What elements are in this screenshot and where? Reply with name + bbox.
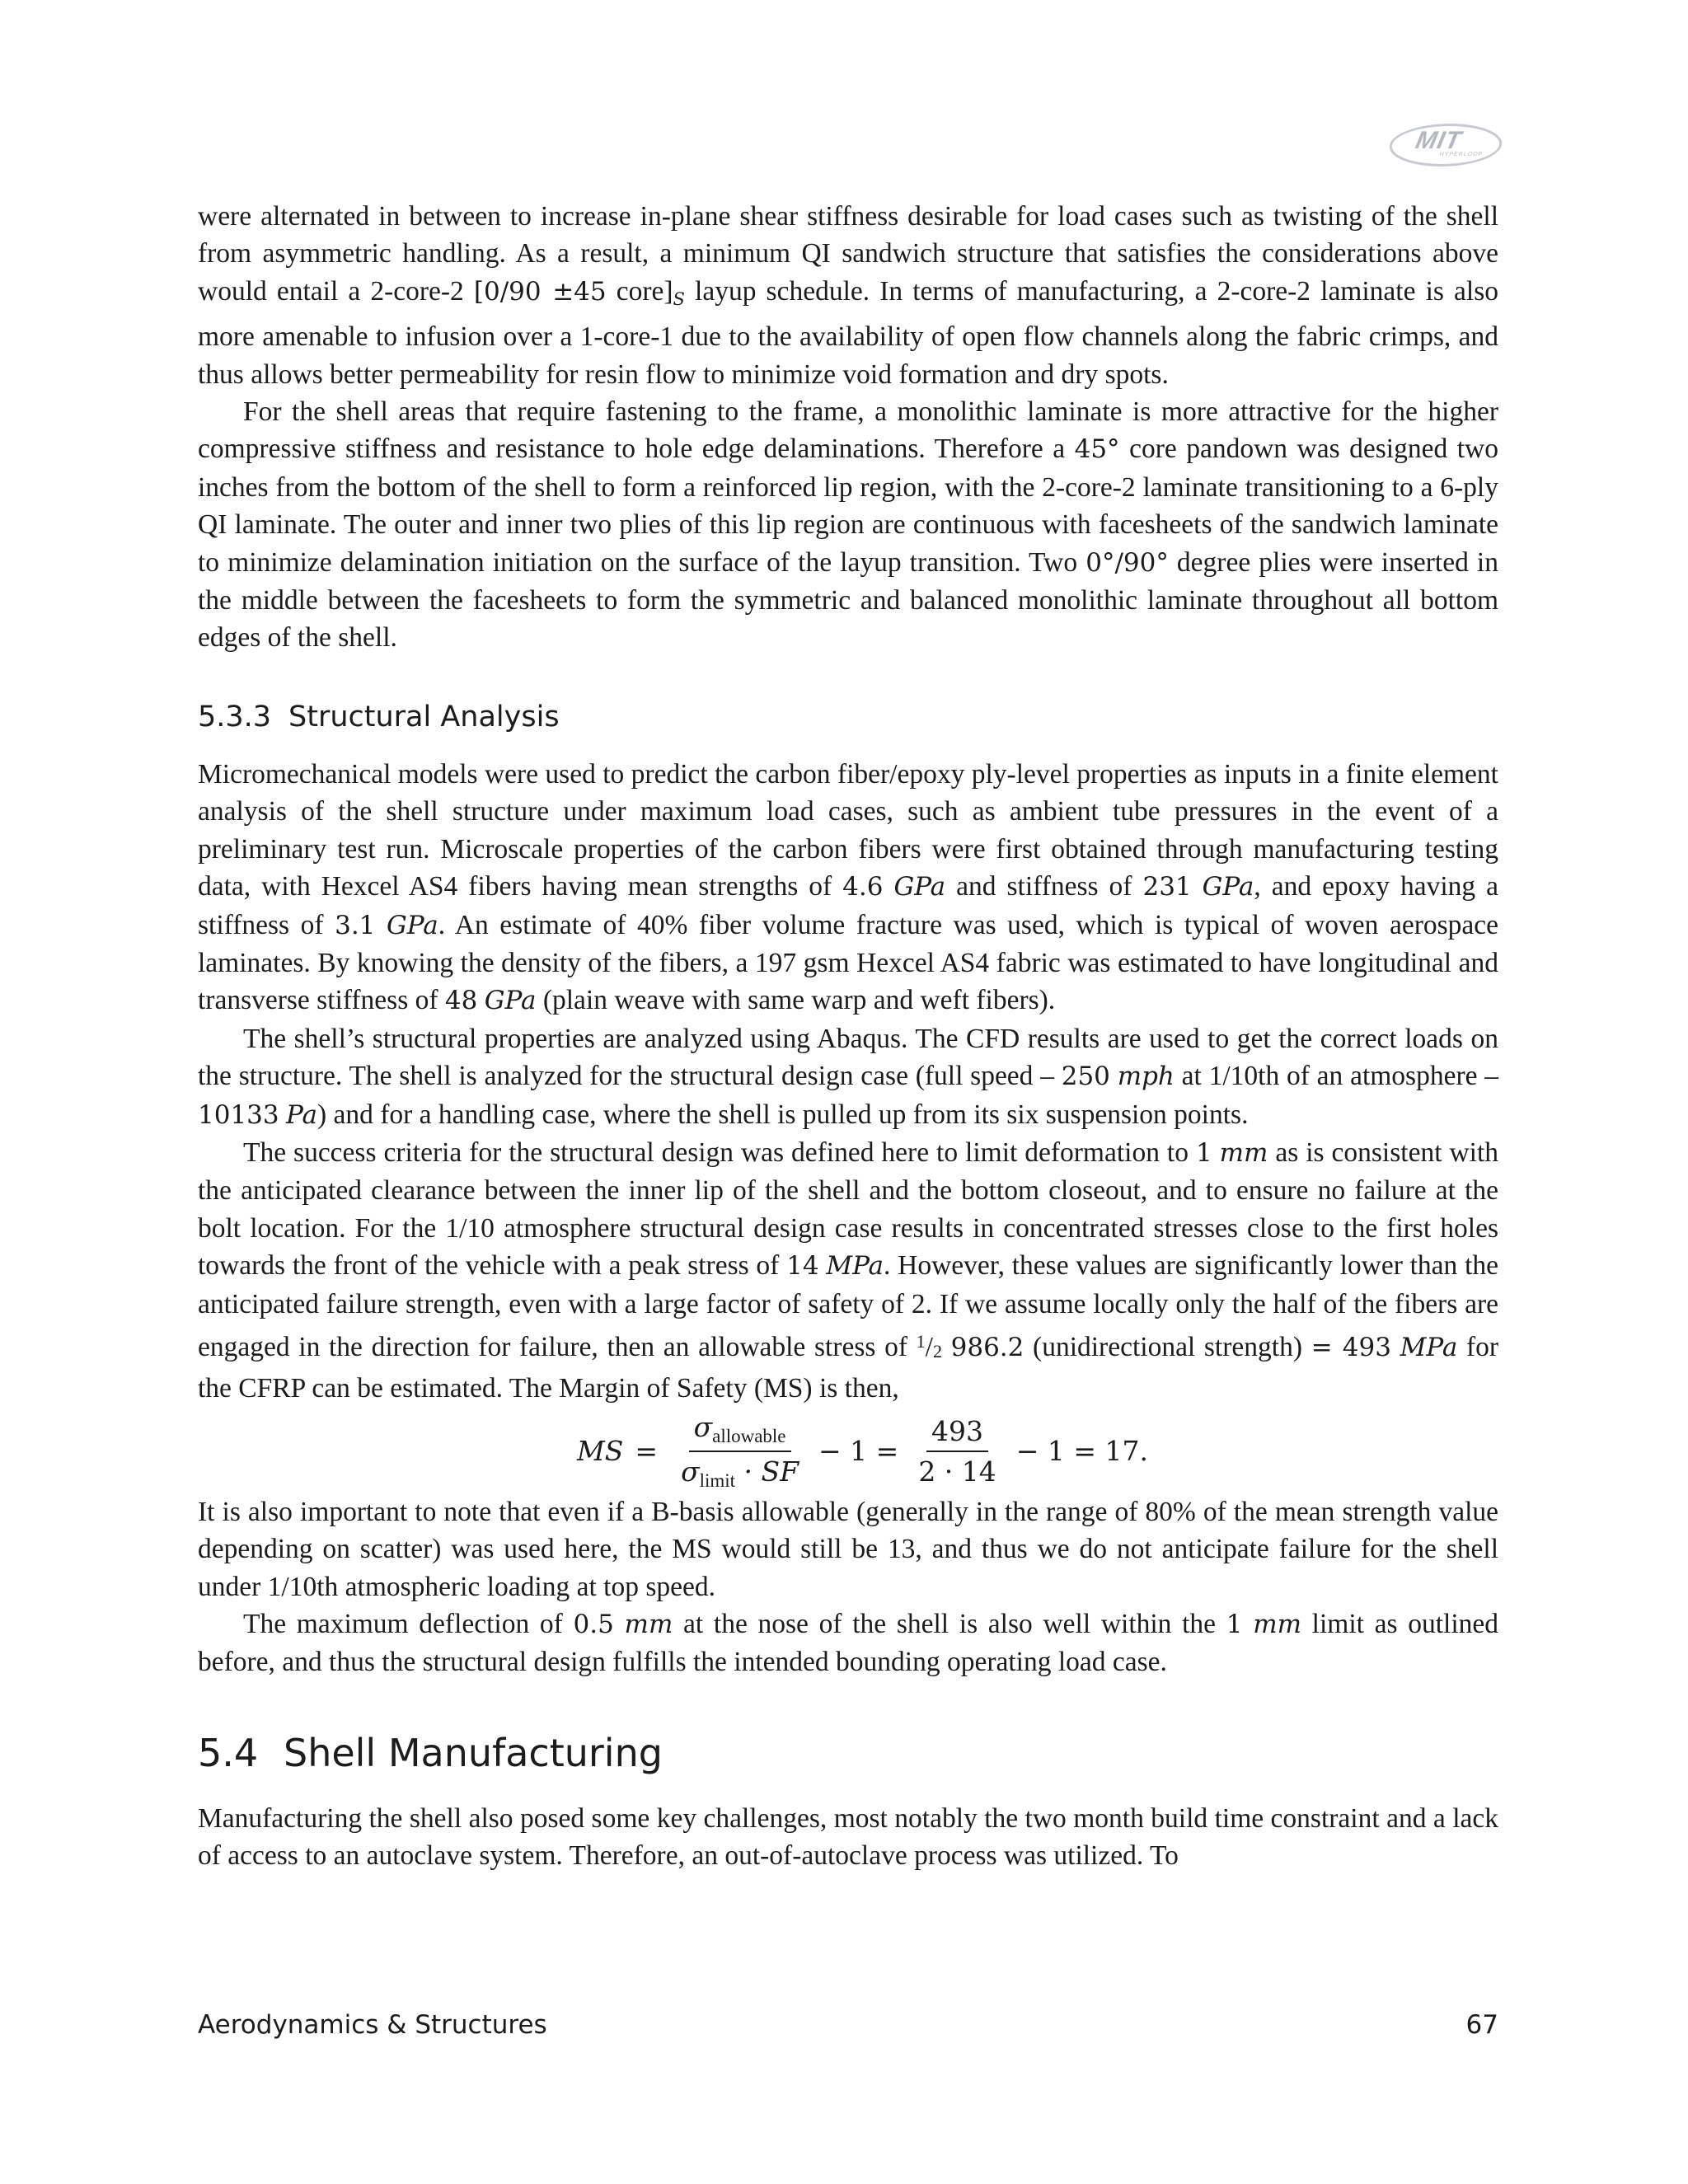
paragraph-deflection: The maximum deflection of 0.5 mm at the nose of the shell is also well within the 1 mm limit as outlined before, and thus the structural design fulfills the intended bounding operating load case. [198, 1609, 1499, 1678]
logo-subtext: HYPERLOOP [1438, 152, 1484, 157]
footer-section-title: Aerodynamics & Structures [198, 2010, 547, 2040]
page-footer [198, 2004, 1498, 2046]
page-body [198, 198, 1498, 1875]
paragraph-monolithic: For the shell areas that require fastening to the frame, a monolithic laminate is more attractive for the higher compressive stiffness and resistance to hole edge delaminations. Therefore a 45° core pandown was designed two inches from the bottom of the shell to form a reinforced lip region, with the 2-core-2 laminate transitioning to a 6-ply QI laminate. The outer and inner two plies of this lip region are continuous with facesheets of the sandwich laminate to minimize delamination initiation on the surface of the layup transition. Two 0°/90° degree plies were inserted in the middle between the facesheets to form the symmetric and balanced monolithic laminate throughout all bottom edges of the shell. [198, 396, 1498, 654]
paragraph-success-criteria: The success criteria for the structural design was defined here to limit deformation to 1 mm as is consistent with the anticipated clearance between the inner lip of the shell and the bottom closeout, and to ensure no failure at the bolt location. For the 1/10 atmosphere structural design case results in concentrated stresses close to the first holes towards the front of the vehicle with a peak stress of 14 MPa. However, these values are significantly lower than the anticipated failure strength, even with a large factor of safety of 2. If we assume locally only the half of the fibers are engaged in the direction for failure, then an allowable stress of $^1$/2 986.2 (unidirectional strength) = 493 MPa for the CFRP can be estimated. The Margin of Safety (MS) is then, [198, 1137, 1499, 1404]
eq-lhs: MS [577, 1435, 624, 1468]
paragraph-b-basis: It is also important to note that even if a B-basis allowable (generally in the range of 80% of the mean strength value depending on scatter) was used here, the MS would still be 13, and thus we do not anticipate failure for the shell under 1/10th atmospheric loading at top speed. [198, 1496, 1498, 1602]
section-heading-5-4: 5.4 Shell Manufacturing [198, 1730, 663, 1775]
paragraph-micromechanical: Micromechanical models were used to predict the carbon fiber/epoxy ply-level properties as inputs in a finite element analysis of the shell structure under maximum load cases, such as ambient tube pressures in the event of a preliminary test run. Microscale properties of the carbon fibers were first obtained through manufacturing testing data, with Hexcel AS4 fibers having mean strengths of 4.6 GPa and stiffness of 231 GPa, and epoxy having a stiffness of 3.1 GPa. An estimate of 40% fiber volume fracture was used, which is typical of woven aerospace laminates. By knowing the density of the fibers, a 197 gsm Hexcel AS4 fabric was estimated to have longitudinal and transverse stiffness of 48 GPa (plain weave with same warp and weft fibers). [198, 758, 1498, 1016]
eq-fraction-2: $\frac{493}{2 \cdot 14}$ [918, 1414, 996, 1488]
mit-hyperloop-logo [1385, 124, 1506, 166]
margin-of-safety-equation: MS = $\frac{\sigma_{allowable}}{\sigma_{limit} \cdot SF}$ − 1 = $\frac{493}{2 \cdot 14}$ − 1 = 17. [577, 1410, 1149, 1491]
logo-text: MIT [1413, 127, 1465, 154]
paragraph-manufacturing: Manufacturing the shell also posed some key challenges, most notably the two month build time constraint and a lack of access to an autoclave system. Therefore, an out-of-autoclave process was utilized. To [198, 1802, 1498, 1872]
paragraph-layup: were alternated in between to increase in-plane shear stiffness desirable for load cases such as twisting of the shell from asymmetric handling. As a result, a minimum QI sandwich structure that satisfies the considerations above would entail a 2-core-2 [0/90 ±45 $core]_S$ layup schedule. In terms of manufacturing, a 2-core-2 laminate is also more amenable to infusion over a 1-core-1 due to the availability of open flow channels along the fabric crimps, and thus allows better permeability for resin flow to minimize void formation and dry spots. [198, 201, 1498, 390]
section-heading-5-3-3: 5.3.3 Structural Analysis [198, 700, 560, 733]
page-number: 67 [1465, 2010, 1498, 2040]
paragraph-abaqus: The shell’s structural properties are analyzed using Abaqus. The CFD results are used to get the correct loads on the structure. The shell is analyzed for the structural design case (full speed – 250 mph at 1/10th of an atmosphere – 10133 Pa) and for a handling case, where the shell is pulled up from its six suspension points. [198, 1023, 1499, 1130]
eq-fraction-1: $\frac{\sigma_{allowable}}{\sigma_{limit} \cdot SF}$ [681, 1410, 799, 1491]
